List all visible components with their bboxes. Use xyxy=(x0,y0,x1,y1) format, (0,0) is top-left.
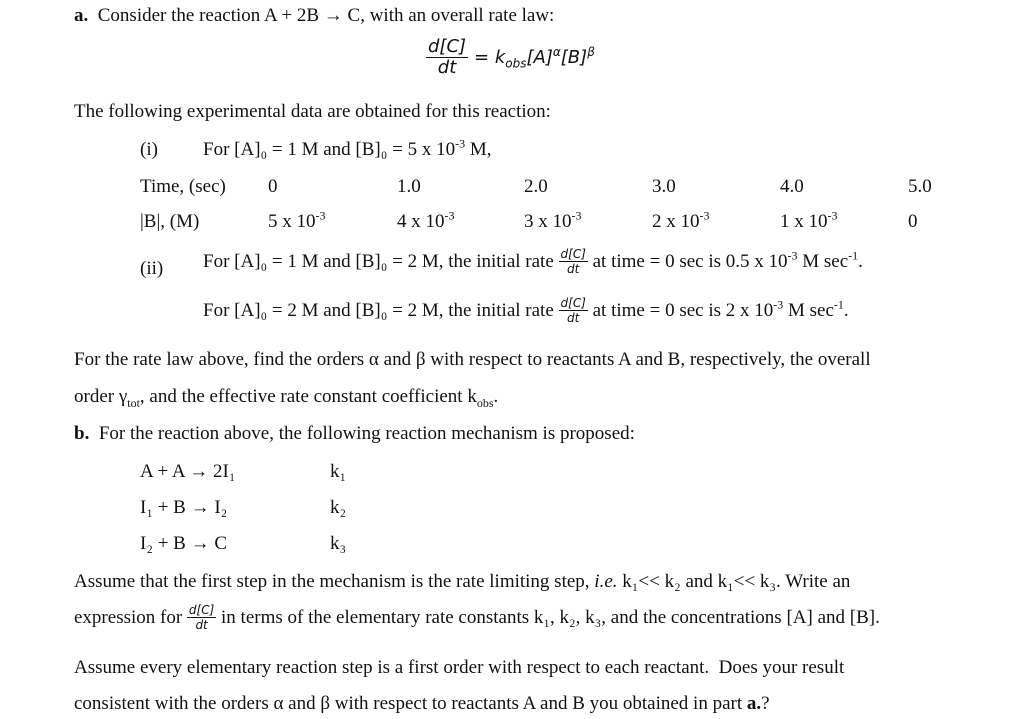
case-ii-line1 xyxy=(203,248,863,275)
case-ii-line2-post: at time = 0 sec is 2 x 10 xyxy=(587,300,774,321)
conc-base: 0 xyxy=(908,211,918,232)
gamma-sub: tot xyxy=(127,395,140,410)
rate-fraction xyxy=(559,297,588,324)
rate-fraction-num: d[C] xyxy=(560,247,586,261)
conc-base: 4 x 10 xyxy=(397,211,445,232)
rate-law-factor-a: [A] xyxy=(526,46,553,68)
conc-exp: -3 xyxy=(571,208,582,223)
assume-line1-pre: Assume that the first step in the mechanism is the rate limiting step, xyxy=(74,571,595,592)
case-ii-line2 xyxy=(203,297,849,324)
assume-line4-end: ? xyxy=(761,693,770,714)
conc-exp: -3 xyxy=(315,208,326,223)
case-i-label: (i) xyxy=(140,139,158,160)
case-ii-line2-unit: M sec xyxy=(783,300,834,321)
table-time-cell: 2.0 xyxy=(524,176,548,197)
conc-base: 5 x 10 xyxy=(268,211,316,232)
part-b-label: b. xyxy=(74,423,90,444)
case-ii-line2-post-group xyxy=(587,297,849,321)
assume-line2 xyxy=(74,604,880,631)
table-conc-header: |B|, (M) xyxy=(140,211,200,232)
part-a-label: a. xyxy=(74,5,89,26)
part-a-intro: Consider the reaction A + 2B → C, with an overall rate law: xyxy=(97,5,555,26)
rate-law-equation xyxy=(426,38,595,77)
question-line1: For the rate law above, find the orders α and β with respect to reactants A and B, respectively, the overall xyxy=(74,349,871,370)
rate-fraction-num: d[C] xyxy=(560,296,586,310)
case-ii-line1-post: at time = 0 sec is 0.5 x 10 xyxy=(587,251,788,272)
rate-fraction-den: dt xyxy=(567,262,580,276)
table-time-cell: 3.0 xyxy=(652,176,676,197)
table-time-cell: 1.0 xyxy=(397,176,421,197)
case-i-tail: M, xyxy=(465,139,492,160)
table-conc-cell xyxy=(780,208,838,232)
rate-law-factor-b: [B] xyxy=(560,46,588,68)
conc-exp: -3 xyxy=(699,208,710,223)
table-conc-cell xyxy=(908,212,918,231)
rate-fraction-den: dt xyxy=(195,618,208,632)
assume-line1 xyxy=(74,572,850,591)
table-conc-cell xyxy=(524,208,582,232)
assume-line3: Assume every elementary reaction step is a first order with respect to each reactant. Does your result xyxy=(74,657,845,678)
rate-fraction xyxy=(559,248,588,275)
rate-law-beta: β xyxy=(587,44,595,59)
rate-law-fraction xyxy=(426,38,468,77)
rate-law-alpha: α xyxy=(552,44,561,59)
case-ii-line1-unit-exp: -1 xyxy=(848,248,859,263)
mechanism-step-k: k₂ xyxy=(330,497,347,518)
assume-line4-bold: a. xyxy=(746,693,762,714)
table-conc-cell xyxy=(397,208,455,232)
case-ii-line2-exp: -3 xyxy=(773,297,784,312)
table-time-header: Time, (sec) xyxy=(140,176,226,197)
question-line2-end: . xyxy=(493,386,499,407)
case-ii-line2-unit-exp: -1 xyxy=(833,297,844,312)
case-i-text xyxy=(203,136,492,160)
case-ii-line1-unit: M sec xyxy=(797,251,849,272)
question-line2-mid: , and the effective rate constant coefficient k xyxy=(139,386,477,407)
case-ii-line1-pre: For [A]₀ = 1 M and [B]₀ = 2 M, the initial rate xyxy=(203,251,559,272)
assume-line2-pre: expression for xyxy=(74,607,187,628)
conc-base: 1 x 10 xyxy=(780,211,828,232)
mechanism-step-k: k₁ xyxy=(330,461,347,482)
kobs-sub: obs xyxy=(476,395,494,410)
conc-exp: -3 xyxy=(444,208,455,223)
part-a-line xyxy=(74,6,554,25)
rate-fraction xyxy=(187,604,216,631)
conc-base: 3 x 10 xyxy=(524,211,572,232)
case-ii-line1-post-group xyxy=(587,248,863,272)
case-ii-label: (ii) xyxy=(140,258,164,279)
conc-base: 2 x 10 xyxy=(652,211,700,232)
question-line2-pre: order γ xyxy=(74,386,128,407)
case-ii-line2-pre: For [A]₀ = 2 M and [B]₀ = 2 M, the initial rate xyxy=(203,300,559,321)
rate-fraction-den: dt xyxy=(567,311,580,325)
assume-line1-ie: i.e. xyxy=(594,571,618,592)
rate-law-k-sub: obs xyxy=(505,56,527,71)
assume-line1-post: k₁<< k₂ and k₁<< k₃. Write an xyxy=(617,571,851,592)
rate-law-numerator: d[C] xyxy=(428,36,467,57)
mechanism-step-reaction: I₁ + B → I₂ xyxy=(140,497,228,518)
case-ii-line2-end: . xyxy=(843,300,849,321)
question-line2 xyxy=(74,386,499,410)
table-time-cell: 5.0 xyxy=(908,176,932,197)
part-b-line xyxy=(74,424,635,443)
rate-law-denominator: dt xyxy=(437,57,457,78)
rate-fraction-num: d[C] xyxy=(188,603,215,617)
part-b-intro: For the reaction above, the following reaction mechanism is proposed: xyxy=(98,423,635,444)
case-i-conditions: For [A]₀ = 1 M and [B]₀ = 5 x 10 xyxy=(203,139,456,160)
data-intro: The following experimental data are obtained for this reaction: xyxy=(74,101,551,122)
rate-law-rhs xyxy=(474,44,595,71)
conc-exp: -3 xyxy=(827,208,838,223)
assume-line4-pre: consistent with the orders α and β with respect to reactants A and B you obtained in part xyxy=(74,693,747,714)
table-conc-cell xyxy=(652,208,710,232)
mechanism-step-k: k₃ xyxy=(330,533,347,554)
table-time-cell: 0 xyxy=(268,176,278,197)
mechanism-step-reaction: I₂ + B → C xyxy=(140,533,228,554)
table-conc-cell xyxy=(268,208,326,232)
table-time-cell: 4.0 xyxy=(780,176,804,197)
case-ii-line1-exp: -3 xyxy=(787,248,798,263)
assume-line4 xyxy=(74,694,770,713)
mechanism-step-reaction: A + A → 2I₁ xyxy=(140,461,236,482)
case-i-exponent: -3 xyxy=(455,136,466,151)
case-ii-line1-end: . xyxy=(858,251,863,272)
assume-line2-post: in terms of the elementary rate constants k₁, k₂, k₃, and the concentrations [A] and [B]. xyxy=(216,607,880,628)
rate-law-k: = k xyxy=(474,46,506,68)
